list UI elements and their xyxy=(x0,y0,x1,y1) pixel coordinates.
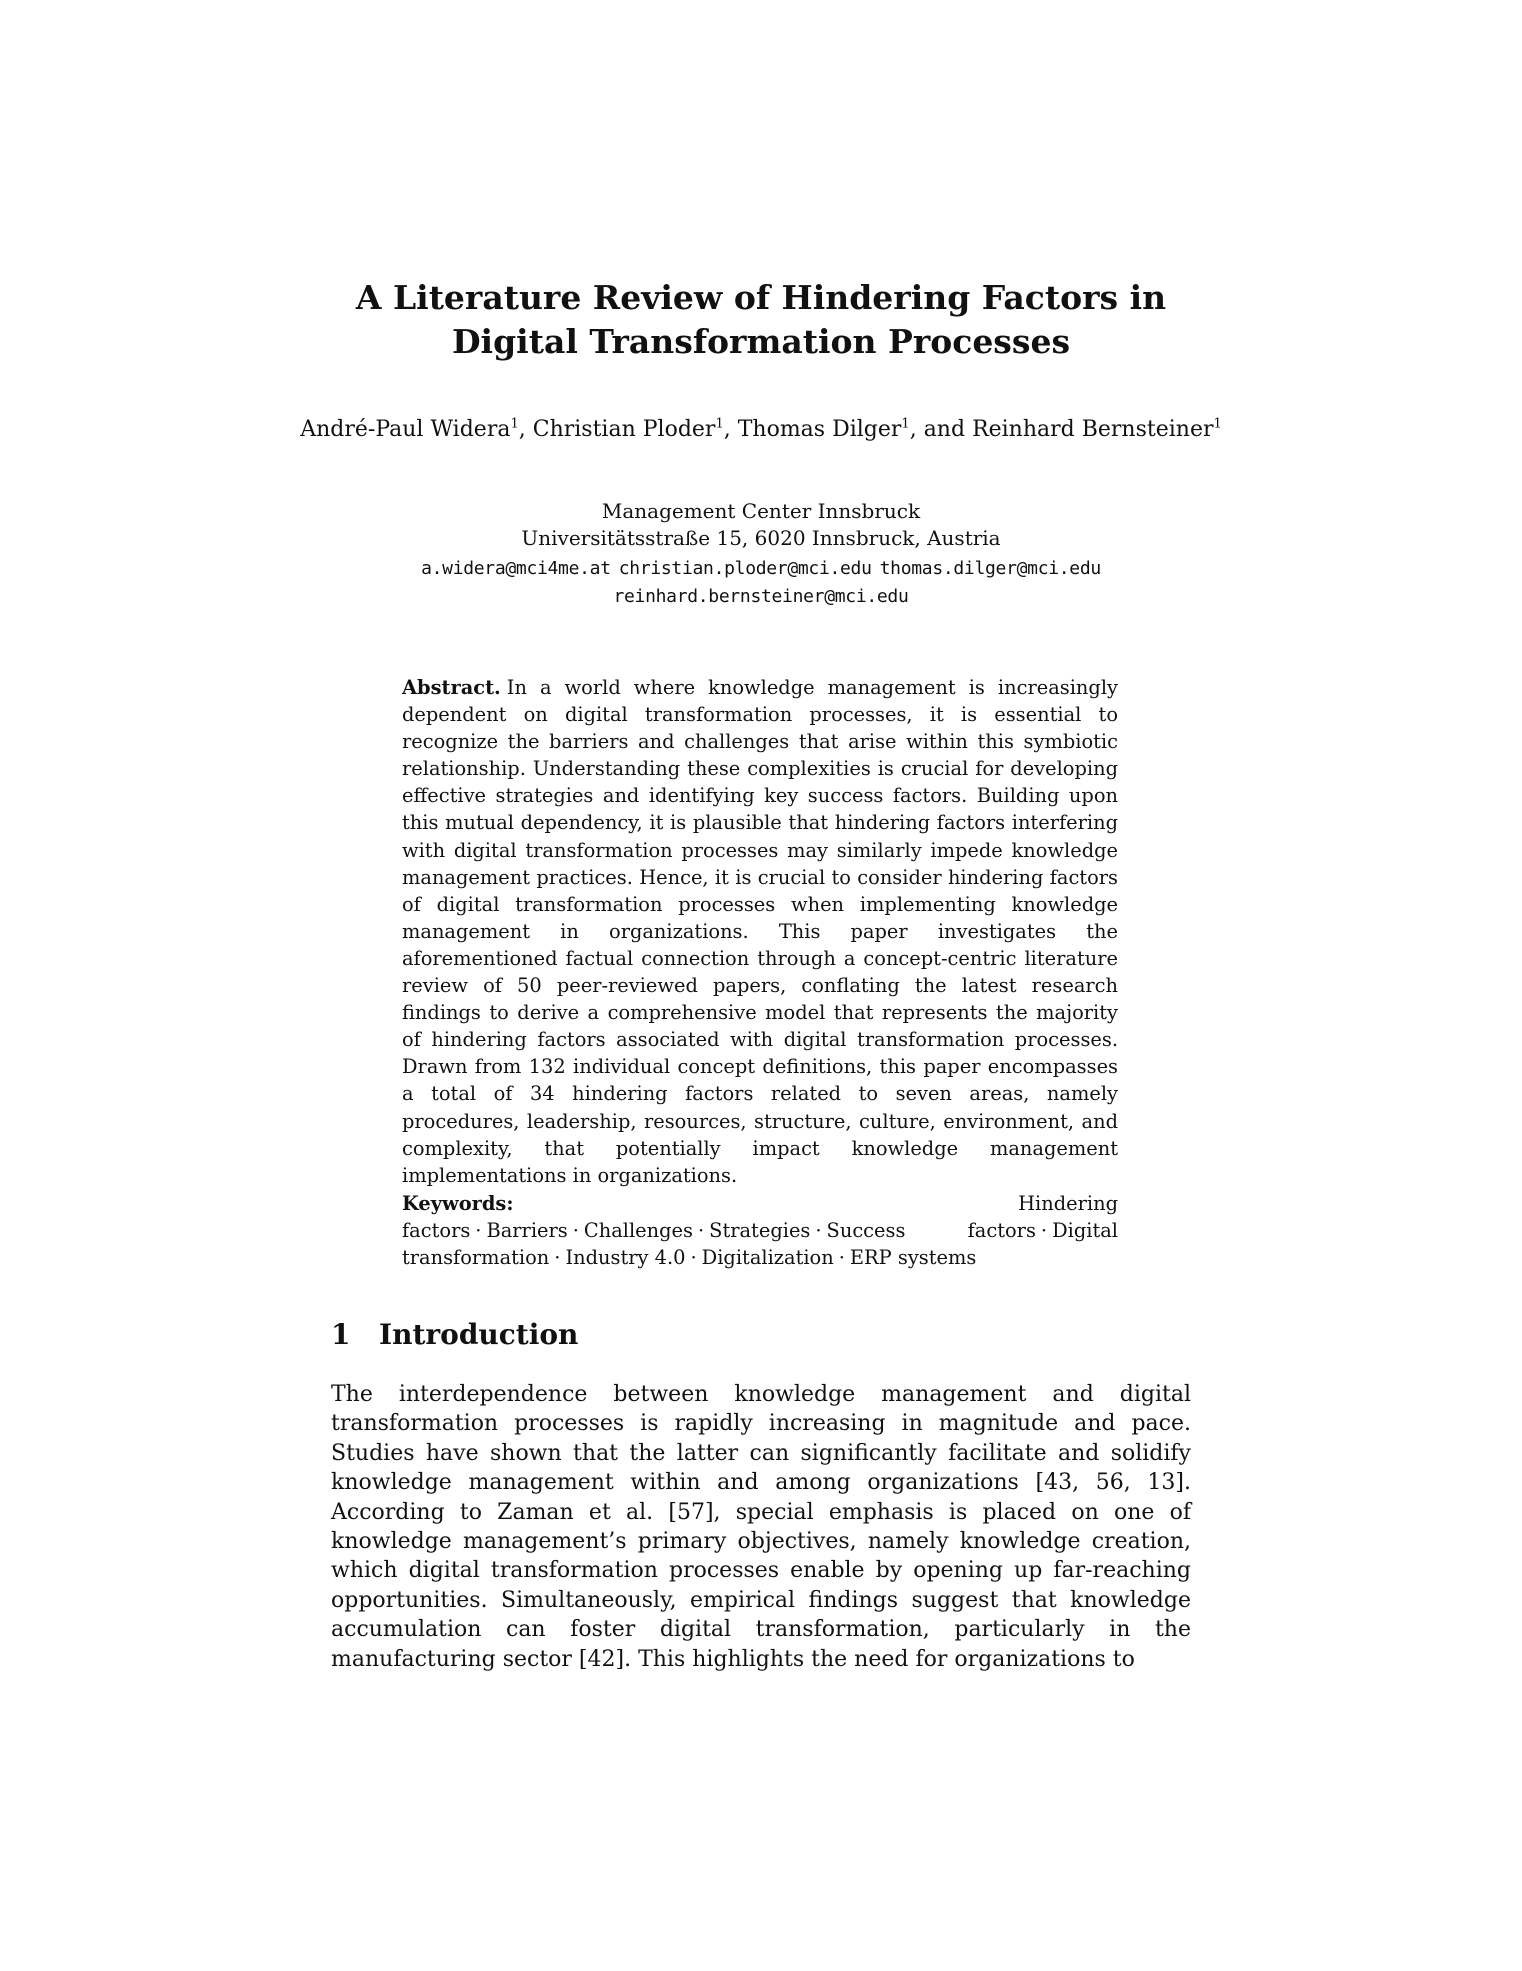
keyword-separator: · xyxy=(838,1246,845,1270)
keyword-separator: · xyxy=(475,1219,482,1243)
keywords-label: Keywords: xyxy=(402,1192,514,1215)
author-separator: , xyxy=(723,417,738,442)
author-affiliation-mark: 1 xyxy=(715,416,724,432)
author-separator: , xyxy=(518,417,533,442)
keyword: Industry 4.0 xyxy=(565,1246,686,1270)
abstract xyxy=(402,674,1118,1189)
email-link[interactable]: reinhard.bernsteiner@mci.edu xyxy=(613,586,909,607)
keyword: Digitalization xyxy=(701,1246,834,1270)
author-affiliation-mark: 1 xyxy=(1213,416,1222,432)
author-separator: , and xyxy=(909,417,973,442)
email-link[interactable]: a.widera@mci4me.at xyxy=(421,558,611,579)
paper-title xyxy=(300,276,1222,364)
email-link[interactable]: christian.ploder@mci.edu xyxy=(618,558,872,579)
author-name: Thomas Dilger xyxy=(737,417,902,442)
email-link[interactable]: thomas.dilger@mci.edu xyxy=(879,558,1101,579)
keyword: Barriers xyxy=(486,1219,568,1243)
keyword: Success factors xyxy=(826,1219,1036,1243)
author-name: André-Paul Widera xyxy=(300,417,511,442)
keyword-separator: · xyxy=(572,1219,579,1243)
keywords xyxy=(402,1190,1118,1271)
keyword-separator: · xyxy=(1040,1219,1048,1243)
abstract-label: Abstract. xyxy=(402,676,501,699)
affiliation-block xyxy=(300,498,1222,610)
section-title: Introduction xyxy=(379,1318,579,1351)
keyword: Strategies xyxy=(709,1219,811,1243)
author-name: Christian Ploder xyxy=(532,417,716,442)
institution-address: Universitätsstraße 15, 6020 Innsbruck, Austria xyxy=(521,526,1001,550)
title-line-1: A Literature Review of Hindering Factors in xyxy=(355,278,1167,317)
keyword-separator: · xyxy=(554,1246,561,1270)
email-list xyxy=(300,554,1222,610)
keyword: Challenges xyxy=(583,1219,693,1243)
institution-name: Management Center Innsbruck xyxy=(601,499,921,523)
author-affiliation-mark: 1 xyxy=(510,416,519,432)
author-list xyxy=(300,416,1222,444)
author-name: Reinhard Bernsteiner xyxy=(972,417,1214,442)
section-number: 1 xyxy=(331,1318,351,1351)
author-affiliation-mark: 1 xyxy=(901,416,910,432)
keyword: Digital transformation xyxy=(402,1219,1118,1270)
keyword: Hindering factors xyxy=(402,1192,1118,1243)
section-heading xyxy=(331,1317,578,1353)
keyword: ERP systems xyxy=(849,1246,977,1270)
title-line-2: Digital Transformation Processes xyxy=(451,322,1071,361)
keyword-separator: · xyxy=(690,1246,697,1270)
keyword-separator: · xyxy=(815,1219,822,1243)
introduction-paragraph: The interdependence between knowledge management and digital transformation processes is rapidly increasing in magnitude and pace. Studies have shown that the latter can significantly facilitate and solidify knowledge management within and among organizations [43, 56, 13]. According to Zaman et al. [57], special emphasis is placed on one of knowledge management’s primary objectives, namely knowledge creation, which digital transformation processes enable by opening up far-reaching opportunities. Simultaneously, empirical findings suggest that knowledge accumulation can foster digital transformation, particularly in the manufacturing sector [42]. This highlights the need for organizations to xyxy=(331,1382,1191,1672)
abstract-text: In a world where knowledge management is increasingly dependent on digital transformation processes, it is essential to recognize the barriers and challenges that arise within this symbiotic relationship. Understanding these complexities is crucial for developing effective strategies and identifying key success factors. Building upon this mutual dependency, it is plausible that hindering factors interfering with digital transformation processes may similarly impede knowledge management practices. Hence, it is crucial to consider hindering factors of digital transformation processes when implementing knowledge management in organizations. This paper investigates the aforementioned factual connection through a concept-centric literature review of 50 peer-reviewed papers, conflating the latest research findings to derive a comprehensive model that represents the majority of hindering factors associated with digital transformation processes. Drawn from 132 individual concept definitions, this paper encompasses a total of 34 hindering factors related to seven areas, namely procedures, leadership, resources, structure, culture, environment, and complexity, that potentially impact knowledge management implementations in organizations. xyxy=(402,676,1118,1187)
keyword-separator: · xyxy=(697,1219,705,1243)
